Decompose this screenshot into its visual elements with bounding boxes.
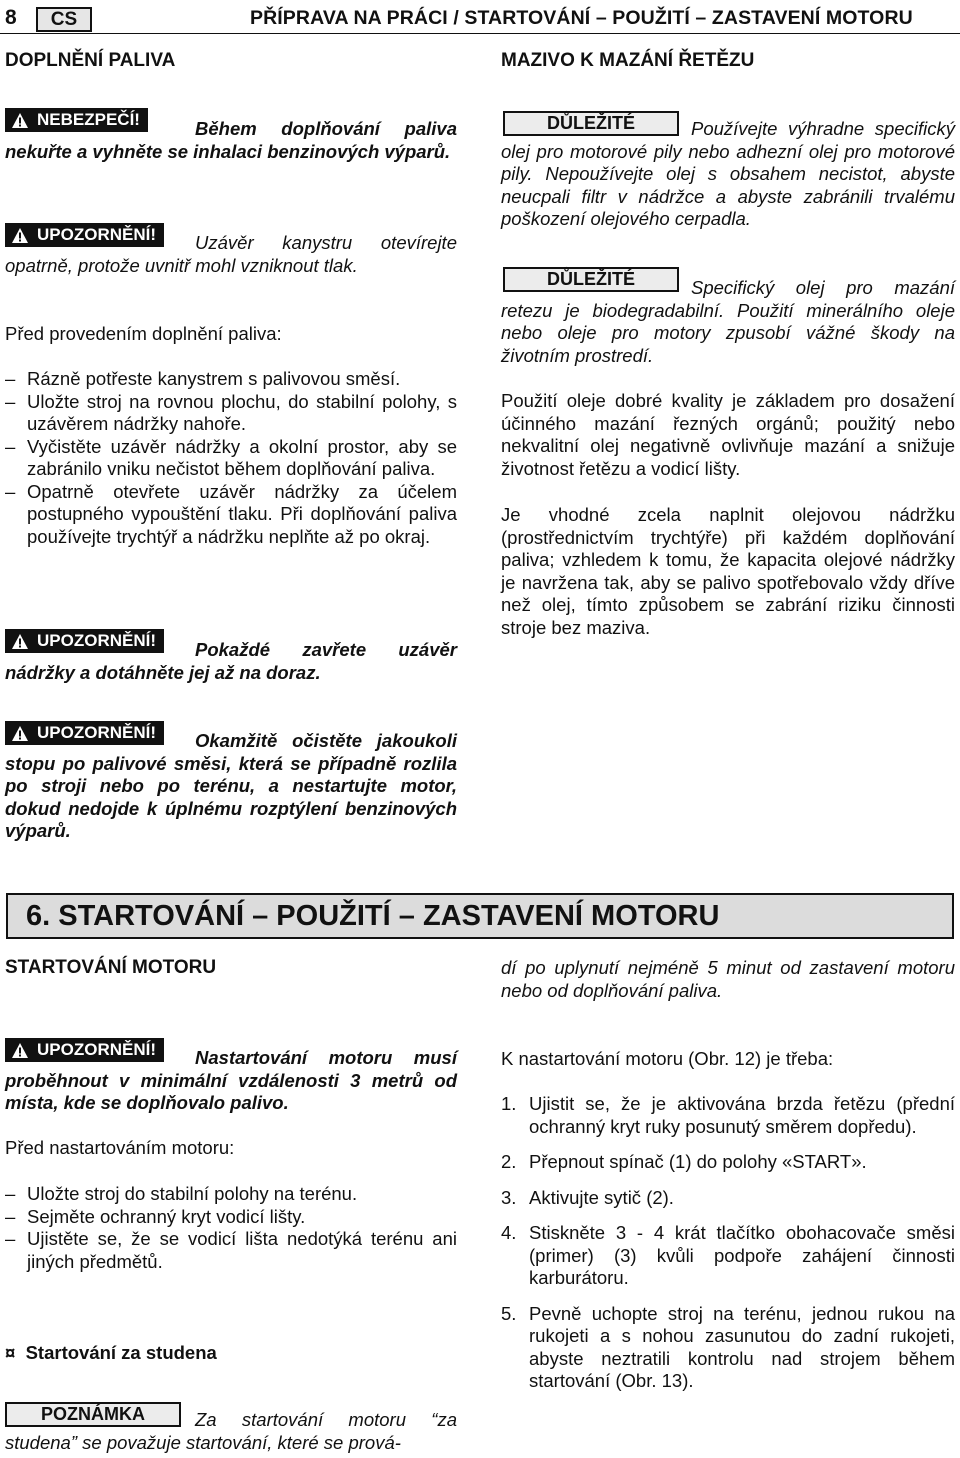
- danger-badge: [5, 108, 148, 132]
- list-item: [501, 1222, 955, 1290]
- list-item: – Sejměte ochranný kryt vodicí lišty.: [5, 1206, 457, 1229]
- warning-triangle-icon: [11, 112, 29, 129]
- important-block-2: [501, 267, 955, 367]
- list-item: [501, 1093, 955, 1138]
- danger-block: [5, 108, 457, 163]
- warning-triangle-icon: [11, 633, 29, 650]
- list-item: [501, 1151, 955, 1174]
- danger-text: Během doplňování paliva nekuřte a vyhněte se inhalaci benzinových výparů.: [5, 118, 457, 162]
- item-text: Pevně uchopte stroj na terénu, jednou rukou na rukojeti a s nohou zasunutou do zadní rukojeti, abyste neztratili kontrolu nad strojem během startování (Obr. 13).: [529, 1302, 955, 1391]
- important-label-1: DŮLEŽITÉ: [503, 111, 679, 136]
- page-number: 8: [5, 6, 17, 29]
- item-number: 1.: [501, 1093, 517, 1114]
- page-title: PŘÍPRAVA NA PRÁCI / STARTOVÁNÍ – POUŽITÍ – ZASTAVENÍ MOTORU: [250, 7, 913, 29]
- warning-label: UPOZORNĚNÍ!: [37, 723, 156, 742]
- important-block-1: [501, 111, 955, 231]
- note-text: Za startování motoru “za studena” se považuje startování, které se prová-: [5, 1409, 457, 1453]
- fuel-steps: [5, 368, 457, 548]
- item-number: 5.: [501, 1302, 517, 1324]
- danger-label: NEBEZPEČÍ!: [37, 110, 140, 129]
- list-item: [501, 1187, 955, 1210]
- note-continuation: dí po uplynutí nejméně 5 minut od zastavení motoru nebo od doplňování paliva.: [501, 957, 955, 1001]
- warning-triangle-icon: [11, 1042, 29, 1059]
- warning-badge-3: [5, 721, 164, 745]
- warning-badge-2: [5, 629, 164, 653]
- language-badge: CS: [36, 7, 92, 32]
- list-item: – Uložte stroj na rovnou plochu, do stabilní polohy, s uzávěrem nádržky nahoře.: [5, 391, 457, 436]
- warning-triangle-icon: [11, 227, 29, 244]
- list-item: – Ujistěte se, že se vodicí lišta nedotýká terénu ani jiných předmětů.: [5, 1228, 457, 1273]
- cold-start-heading: [5, 1342, 217, 1364]
- item-text: Stiskněte 3 - 4 krát tlačítko obohacovače směsi (primer) (3) kvůli podpoře zahájení činnosti karburátoru.: [529, 1222, 955, 1288]
- start-steps: [5, 1183, 457, 1273]
- note-label: POZNÁMKA: [5, 1402, 181, 1427]
- lube-heading: MAZIVO K MAZÁNÍ ŘETĚZU: [501, 50, 755, 71]
- item-text: Přepnout spínač (1) do polohy «START».: [529, 1151, 867, 1172]
- warning-block-3: [5, 721, 457, 843]
- start-warning-text: Nastartování motoru musí proběhnout v minimální vzdálenosti 3 metrů od místa, kde se doplňovalo palivo.: [5, 1047, 457, 1113]
- fuel-heading: DOPLNĚNÍ PALIVA: [5, 50, 176, 71]
- warning-block-2: [5, 629, 457, 684]
- warning-badge-1: [5, 223, 164, 247]
- item-text: Ujistit se, že je aktivována brzda řetězu (přední ochranný kryt ruky posunutý směrem dopředu).: [529, 1093, 955, 1137]
- start-numbered-steps: [501, 1093, 955, 1406]
- item-number: 4.: [501, 1222, 517, 1243]
- start-heading: STARTOVÁNÍ MOTORU: [5, 957, 217, 978]
- list-item: – Uložte stroj do stabilní polohy na terénu.: [5, 1183, 457, 1206]
- fuel-intro: Před provedením doplnění paliva:: [5, 323, 282, 344]
- start-intro: Před nastartováním motoru:: [5, 1137, 235, 1158]
- list-item: – Vyčistěte uzávěr nádržky a okolní prostor, aby se zabránilo vniku nečistot během doplňování paliva.: [5, 436, 457, 481]
- warning-label: UPOZORNĚNÍ!: [37, 1040, 156, 1059]
- header-rule: [0, 33, 960, 34]
- start-warning-block: [5, 1038, 457, 1115]
- start-warning-badge: [5, 1038, 164, 1062]
- item-number: 2.: [501, 1151, 517, 1172]
- section-banner: 6. STARTOVÁNÍ – POUŽITÍ – ZASTAVENÍ MOTORU: [6, 893, 954, 939]
- lube-paragraph-2: Je vhodné zcela naplnit olejovou nádržku (prostřednictvím trychtýře) při každém doplňování paliva; vzhledem k tomu, že kapacita olejové nádržky je navržena tak, aby se palivo spotřebovalo vždy dříve než olej, tímto způsobem se zabrání riziku činnosti stroje bez maziva.: [501, 504, 955, 638]
- important-text-1: Používejte výhradne specifický olej pro motorové pily nebo adhezní olej pro motorové pily. Nepoužívejte olej s obsahem necistot, abyste neucpali filtr v nádržce a abyste zabránili trvalému poškození olejového cerpadla.: [501, 118, 955, 229]
- warning-label: UPOZORNĚNÍ!: [37, 631, 156, 650]
- lube-paragraph-1: Použití oleje dobré kvality je základem pro dosažení účinného mazání řezných orgánů; použitý nebo nekvalitní olej negativně ovlivňuje mazání a snižuje životnost řetězu a vodicí lišty.: [501, 390, 955, 479]
- warning-text-1: Uzávěr kanystru otevírejte opatrně, protože uvnitř mohl vzniknout tlak.: [5, 232, 457, 276]
- cold-start-title: Startování za studena: [25, 1342, 217, 1363]
- warning-text-3: Okamžitě očistěte jakoukoli stopu po palivové směsi, která se případně rozlila po stroji nebo po terénu, a nestartujte motor, dokud nedojde k úplnému rozptýlení benzinových výparů.: [5, 730, 457, 841]
- right-intro: K nastartování motoru (Obr. 12) je třeba:: [501, 1048, 834, 1069]
- item-text: Aktivujte sytič (2).: [529, 1186, 674, 1208]
- warning-triangle-icon: [11, 725, 29, 742]
- item-number: 3.: [501, 1186, 517, 1208]
- warning-block-1: [5, 223, 457, 277]
- cold-start-symbol: ¤: [5, 1342, 16, 1363]
- important-label-2: DŮLEŽITÉ: [503, 267, 679, 292]
- warning-text-2: Pokaždé zavřete uzávěr nádržky a dotáhněte jej až na doraz.: [5, 639, 457, 683]
- list-item: – Rázně potřeste kanystrem s palivovou směsí.: [5, 368, 457, 391]
- note-block: [5, 1402, 457, 1454]
- list-item: [501, 1303, 955, 1393]
- list-item: – Opatrně otevřete uzávěr nádržky za účelem postupného vypouštění tlaku. Při doplňování paliva používejte trychtýř a nádržku neplňte až po okraj.: [5, 481, 457, 549]
- important-text-2: Specifický olej pro mazání retezu je biodegradabilní. Použití minerálního oleje nebo oleje pro motory zpusobí vážné škody na životním prostredí.: [501, 277, 955, 366]
- warning-label: UPOZORNĚNÍ!: [37, 225, 156, 244]
